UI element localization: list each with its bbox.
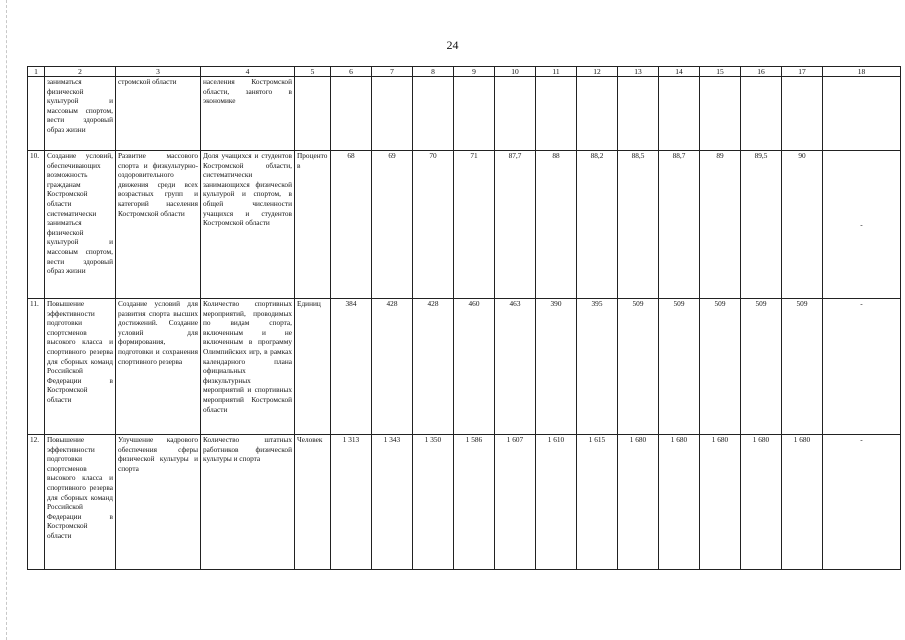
value-cell: 509 [782,299,823,435]
col-header: 9 [454,67,495,77]
col-header: 12 [577,67,618,77]
value-cell: 509 [659,299,700,435]
value-cell: 71 [454,151,495,299]
task-cell: Повышение эффективности подготовки спортсменов высокого класса и спортивного резерва для сборных команд Российской Федерации в Костромской области [45,299,116,435]
col-header: 18 [823,67,901,77]
value-cell: 509 [618,299,659,435]
scan-edge-line [6,0,7,640]
row-number: 10. [28,151,45,299]
value-cell: 509 [700,299,741,435]
value-cell [782,77,823,151]
value-cell: 1 607 [495,435,536,570]
indicators-table [27,66,901,570]
value-cell: 1 680 [741,435,782,570]
unit-cell: Процентов [295,151,331,299]
column-number-row [28,67,901,77]
col-header: 8 [413,67,454,77]
col-header: 11 [536,67,577,77]
value-cell: 89,5 [741,151,782,299]
value-cell [331,77,372,151]
note-cell: - [823,151,901,299]
value-cell: 1 313 [331,435,372,570]
value-cell: 390 [536,299,577,435]
value-cell: 1 680 [618,435,659,570]
value-cell: 1 680 [700,435,741,570]
value-cell [454,77,495,151]
col-header: 15 [700,67,741,77]
col-header: 10 [495,67,536,77]
value-cell: 463 [495,299,536,435]
table-row [28,299,901,435]
value-cell [659,77,700,151]
value-cell: 1 680 [659,435,700,570]
value-cell: 90 [782,151,823,299]
activity-cell: Улучшение кадрового обеспечения сферы физической культуры и спорта [116,435,201,570]
task-cell: Создание условий, обеспечивающих возможность гражданам Костромской области систематически заниматься физической культурой и массовым спортом, вести здоровый образ жизни [45,151,116,299]
value-cell: 1 610 [536,435,577,570]
col-header: 14 [659,67,700,77]
activity-cell: Создание условий для развития спорта высших достижений. Создание условий для формирования, подготовки и сохранения спортивного резерва [116,299,201,435]
value-cell: 395 [577,299,618,435]
value-cell: 428 [413,299,454,435]
value-cell [536,77,577,151]
note-cell: - [823,299,901,435]
col-header: 5 [295,67,331,77]
col-header: 16 [741,67,782,77]
value-cell [741,77,782,151]
table-row [28,435,901,570]
col-header: 17 [782,67,823,77]
value-cell [577,77,618,151]
note-cell: - [823,435,901,570]
col-header: 3 [116,67,201,77]
value-cell [700,77,741,151]
value-cell: 1 350 [413,435,454,570]
task-cell: заниматься физической культурой и массовым спортом, вести здоровый образ жизни [45,77,116,151]
value-cell: 1 586 [454,435,495,570]
value-cell: 88,2 [577,151,618,299]
row-number: 12. [28,435,45,570]
row-number [28,77,45,151]
value-cell: 88,5 [618,151,659,299]
value-cell: 69 [372,151,413,299]
row-number: 11. [28,299,45,435]
col-header: 2 [45,67,116,77]
page-number: 24 [446,38,459,52]
task-cell: Повышение эффективности подготовки спортсменов высокого класса и спортивного резерва для сборных команд Российской Федерации в Костромской области [45,435,116,570]
value-cell: 428 [372,299,413,435]
activity-cell: Развитие массового спорта и физкультурно-оздоровительного движения среди всех возрастных групп и категорий населения Костромской области [116,151,201,299]
value-cell: 89 [700,151,741,299]
unit-cell: Единиц [295,299,331,435]
col-header: 6 [331,67,372,77]
value-cell [618,77,659,151]
value-cell: 87,7 [495,151,536,299]
value-cell: 68 [331,151,372,299]
value-cell [495,77,536,151]
indicator-cell: Количество штатных работников физической культуры и спорта [201,435,295,570]
value-cell: 509 [741,299,782,435]
value-cell: 1 343 [372,435,413,570]
value-cell: 1 615 [577,435,618,570]
indicator-cell: населения Костромской области, занятого в экономике [201,77,295,151]
value-cell: 460 [454,299,495,435]
value-cell: 88,7 [659,151,700,299]
col-header: 13 [618,67,659,77]
indicator-cell: Доля учащихся и студентов Костромской области, систематически занимающихся физической культурой и спортом, в общей численности учащихся и студентов Костромской области [201,151,295,299]
table-row [28,151,901,299]
value-cell: 384 [331,299,372,435]
indicator-cell: Количество спортивных мероприятий, проводимых по видам спорта, включенным и не включенным в программу Олимпийских игр, в рамках календарного плана официальных физкультурных мероприятий и спортивных мероприятий Костромской области [201,299,295,435]
unit-cell [295,77,331,151]
value-cell [413,77,454,151]
col-header: 1 [28,67,45,77]
value-cell: 70 [413,151,454,299]
value-cell: 88 [536,151,577,299]
unit-cell: Человек [295,435,331,570]
col-header: 4 [201,67,295,77]
col-header: 7 [372,67,413,77]
activity-cell: стромской области [116,77,201,151]
note-cell [823,77,901,151]
value-cell: 1 680 [782,435,823,570]
value-cell [372,77,413,151]
table-row-continuation [28,77,901,151]
